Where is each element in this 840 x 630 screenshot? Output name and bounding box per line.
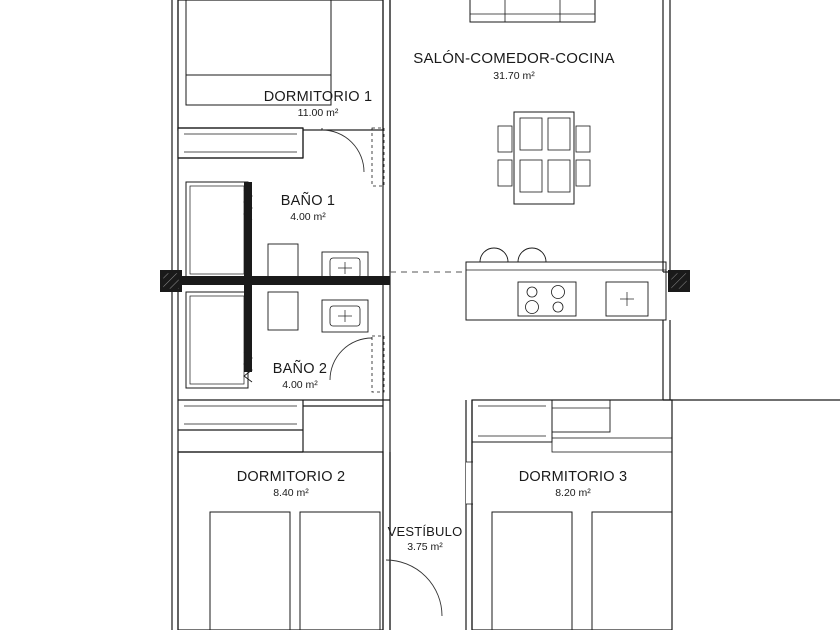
room-area: 4.00 m² [282, 379, 318, 392]
room-name: DORMITORIO 1 [263, 89, 373, 105]
room-name: BAÑO 2 [272, 361, 328, 377]
walls-outline [172, 0, 840, 630]
room-name: SALÓN-COMEDOR-COCINA [413, 50, 615, 67]
room-area: 4.00 m² [290, 211, 326, 224]
room-area: 11.00 m² [297, 107, 339, 120]
room-area: 31.70 m² [493, 69, 535, 82]
column-right [668, 270, 690, 292]
room-area: 3.75 m² [407, 541, 443, 554]
column-left [160, 270, 182, 292]
room-name: BAÑO 1 [280, 193, 336, 209]
room-area: 8.40 m² [273, 487, 309, 500]
room-area: 8.20 m² [555, 487, 591, 500]
room-name: DORMITORIO 3 [518, 469, 628, 485]
room-name: VESTÍBULO [387, 524, 463, 539]
room-name: DORMITORIO 2 [236, 469, 346, 485]
